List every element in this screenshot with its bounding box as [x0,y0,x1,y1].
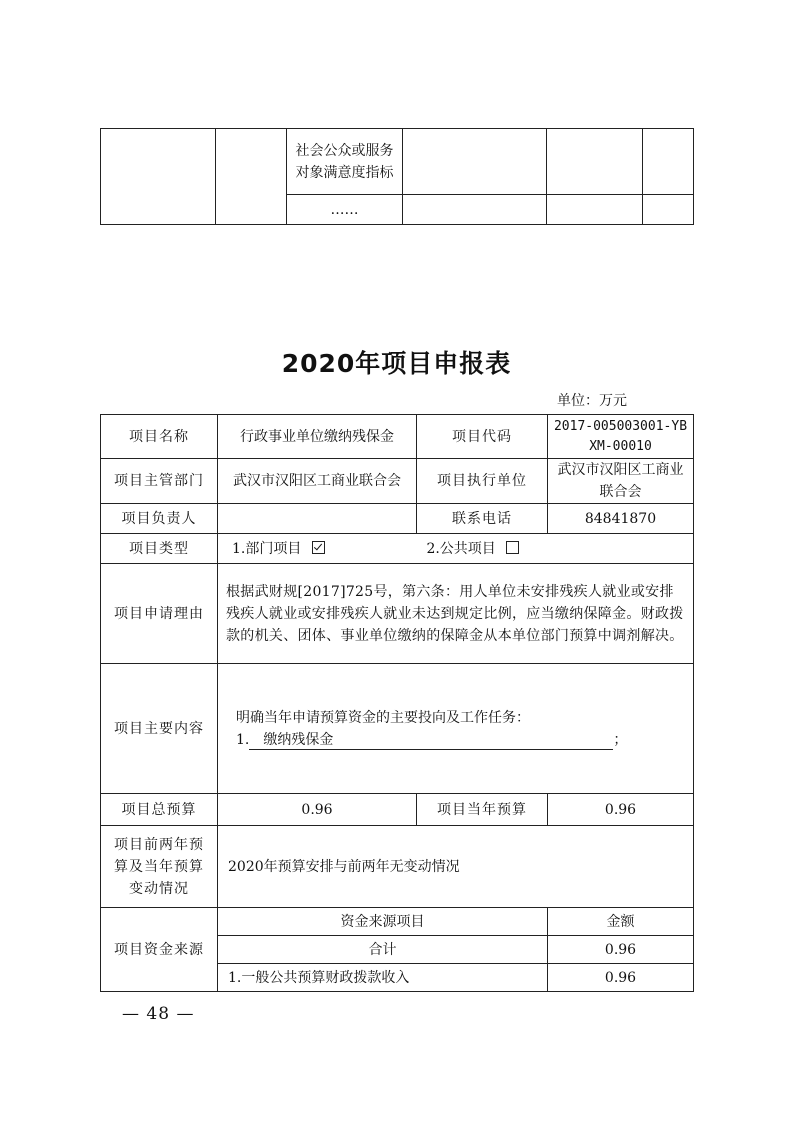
type-option-department [232,538,422,560]
content-cell [218,664,694,794]
project-application-table [100,414,694,992]
empty-cell [403,129,547,195]
content-intro: 明确当年申请预算资金的主要投向及工作任务： [236,709,530,726]
supervisor-value: 武汉市汉阳区工商业联合会 [218,459,417,504]
empty-cell [403,195,547,225]
project-code-label: 项目代码 [417,415,548,459]
project-name-value: 行政事业单位缴纳残保金 [218,415,417,459]
phone-value: 84841870 [548,504,694,534]
indicator-satisfaction: 社会公众或服务对象满意度指标 [287,129,403,195]
content-item-text: 缴纳残保金 [249,731,613,750]
reason-label: 项目申请理由 [101,564,218,664]
funding-row-amount: 0.96 [548,936,694,964]
type-option-department-label: 1.部门项目 [232,540,302,557]
funding-row-amount: 0.96 [548,964,694,992]
content-label: 项目主要内容 [101,664,218,794]
total-budget-label: 项目总预算 [101,794,218,826]
empty-cell [643,195,694,225]
supervisor-label: 项目主管部门 [101,459,218,504]
change-label: 项目前两年预算及当年预算变动情况 [101,826,218,908]
type-option-public [426,538,519,560]
empty-checkbox-icon [506,541,519,554]
page-number: — 48 — [122,1004,195,1024]
total-budget-value: 0.96 [218,794,417,826]
type-option-public-label: 2.公共项目 [426,540,496,557]
empty-cell [643,129,694,195]
empty-cell [547,129,643,195]
type-label: 项目类型 [101,534,218,564]
funding-header-item: 资金来源项目 [218,908,548,936]
change-text: 2020年预算安排与前两年无变动情况 [218,826,694,908]
content-item-suffix: ； [613,731,628,748]
indicator-ellipsis: …… [287,195,403,225]
continuation-table [100,128,694,225]
funding-row-item: 合计 [218,936,548,964]
funding-label: 项目资金来源 [101,908,218,992]
funding-header-amount: 金额 [548,908,694,936]
reason-text: 根据武财规[2017]725号，第六条：用人单位未安排残疾人就业或安排残疾人就业或安排残疾人就业未达到规定比例，应当缴纳保障金。财政拨款的机关、团体、事业单位缴纳的保障金从本单位部门预算中调剂解决。 [218,564,694,664]
project-name-label: 项目名称 [101,415,218,459]
empty-cell [547,195,643,225]
current-budget-value: 0.96 [548,794,694,826]
empty-cell [101,129,216,225]
checked-checkbox-icon [312,541,325,554]
executor-label: 项目执行单位 [417,459,548,504]
funding-row-item: 1.一般公共预算财政拨款收入 [218,964,548,992]
type-options [218,534,694,564]
unit-label: 单位：万元 [557,393,627,409]
page-title: 2020年项目申报表 [281,349,512,378]
content-item [236,729,693,751]
owner-label: 项目负责人 [101,504,218,534]
executor-value: 武汉市汉阳区工商业联合会 [548,459,694,504]
empty-cell [216,129,287,225]
project-code-value: 2017-005003001-YBXM-00010 [548,415,694,459]
owner-value [218,504,417,534]
content-item-prefix: 1. [236,731,250,748]
current-budget-label: 项目当年预算 [417,794,548,826]
phone-label: 联系电话 [417,504,548,534]
